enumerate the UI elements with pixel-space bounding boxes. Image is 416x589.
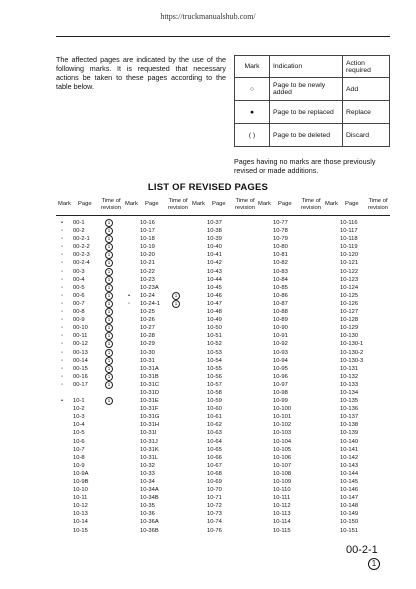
page-number: 10-13: [73, 511, 88, 518]
page-number: 10-119: [340, 244, 358, 251]
page-number: 10-6: [73, 438, 85, 445]
page-number: 10-30: [140, 349, 155, 356]
list-header-mark: Mark: [192, 201, 205, 207]
page-number: 10-8: [73, 454, 85, 461]
revision-mark: ◦: [60, 373, 64, 380]
page-number: 10-33: [140, 470, 155, 477]
page-number: 10-144: [340, 470, 359, 477]
page-number: 10-117: [340, 228, 358, 235]
page-number: 10-31: [140, 357, 155, 364]
page-number: 10-106: [273, 454, 292, 461]
page-number: 10-15: [73, 527, 88, 534]
page-number: 10-73: [207, 511, 222, 518]
list-header-revision: Time of revision: [368, 198, 388, 211]
page-number: 10-28: [140, 333, 155, 340]
page-number: 10-17: [140, 228, 155, 235]
page-number: 10-146: [340, 487, 359, 494]
page-number: 10-36B: [140, 527, 159, 534]
page-number: 10-3: [73, 414, 85, 421]
revision-mark: ◦: [60, 236, 64, 243]
revision-circle: 1: [105, 284, 113, 292]
page-number: 10-104: [273, 438, 292, 445]
page-number: 10-7: [73, 446, 85, 453]
page-number: 10-32: [140, 462, 155, 469]
page-number: 10-31I: [140, 430, 157, 437]
revision-mark: ◦: [60, 349, 64, 356]
page-number: 10-61: [207, 414, 222, 421]
list-header-page: Page: [278, 201, 292, 207]
page-number: 10-99: [273, 398, 288, 405]
page-number: 10-130-1: [340, 341, 364, 348]
page-number: 10-136: [340, 406, 359, 413]
page-number: 10-29: [140, 341, 155, 348]
page-number: 10-70: [207, 487, 222, 494]
page-number: 10-95: [273, 365, 288, 372]
page-number: 10-90: [273, 325, 288, 332]
page-number: 10-9B: [73, 479, 89, 485]
revision-mark: ◦: [60, 276, 64, 283]
page-number: 10-91: [273, 333, 288, 340]
revision-mark: ◦: [60, 357, 64, 364]
page-number: 10-84: [273, 276, 288, 283]
list-header-page: Page: [212, 201, 226, 207]
page-number: 00-16: [73, 373, 88, 380]
list-header-page: Page: [78, 201, 92, 207]
page-number: 10-142: [340, 454, 359, 461]
page-number: 10-81: [273, 252, 288, 259]
page-number: 10-85: [273, 284, 288, 291]
page-number: 10-111: [273, 495, 291, 502]
page-number: 10-31H: [140, 422, 160, 429]
page-number: 10-65: [207, 446, 222, 453]
page-number: 10-66: [207, 454, 222, 461]
mark-action: Add: [343, 78, 390, 101]
page-number: 10-46: [207, 292, 222, 299]
page-number: 00-14: [73, 357, 88, 364]
page-number: 10-51: [207, 333, 222, 340]
revision-circle: 1: [105, 268, 113, 276]
page-number: 10-43: [207, 268, 222, 275]
revision-mark: •: [60, 220, 64, 226]
page-number: 10-121: [340, 260, 359, 267]
page-number: 10-139: [340, 430, 359, 437]
page-number: 10-21: [140, 260, 155, 267]
page-number: 10-34B: [140, 495, 159, 502]
page-number: 10-150: [340, 519, 359, 526]
page-number: 10-143: [340, 462, 359, 469]
top-rule: [56, 36, 390, 37]
page-number: 10-31D: [140, 389, 160, 396]
page-number: 10-35: [140, 503, 155, 510]
marks-table-header: [235, 56, 390, 78]
revision-circle: 1: [105, 227, 113, 235]
list-header-revision: Time of revision: [301, 198, 321, 211]
revision-mark: ◦: [60, 309, 64, 316]
page-number: 10-88: [273, 309, 288, 316]
page-number: 10-24: [140, 292, 155, 299]
revision-circle: 1: [105, 397, 113, 405]
revision-circle: 1: [172, 300, 180, 308]
page-number: 00-7: [73, 300, 85, 307]
page-number: 10-20: [140, 252, 155, 259]
page-number: 10-42: [207, 260, 222, 267]
list-header-mark: Mark: [258, 201, 271, 207]
page-number: 10-31A: [140, 365, 159, 372]
page-number: 10-40: [207, 244, 222, 251]
page-number: 10-147: [340, 495, 359, 502]
page-number: 10-41: [207, 252, 222, 259]
page-number: 10-140: [340, 438, 359, 445]
revision-mark: •: [127, 292, 131, 299]
page-number: 10-108: [273, 470, 292, 477]
page-number: 10-48: [207, 309, 222, 316]
revision-mark: ◦: [60, 292, 64, 299]
footer-revision-mark: 1: [368, 558, 380, 570]
page-number: 10-89: [273, 317, 288, 324]
list-header-page: Page: [345, 201, 359, 207]
page-number: 10-58: [207, 389, 222, 396]
page-number: 10-110: [273, 487, 291, 494]
page-number: 10-5: [73, 430, 85, 437]
page-number: 10-71: [207, 495, 222, 502]
page-number: 10-112: [273, 503, 291, 510]
mark-symbol: ( ): [235, 124, 270, 147]
page-number: 10-52: [207, 341, 222, 348]
marks-note: Pages having no marks are those previously revised or made additions.: [234, 157, 376, 175]
page-number: 10-118: [340, 236, 358, 243]
revision-circle: 1: [105, 340, 113, 348]
revision-mark: ◦: [60, 325, 64, 332]
revision-circle: 1: [105, 349, 113, 357]
page-number: 10-78: [273, 228, 288, 235]
page-number: 10-36: [140, 511, 155, 518]
mark-symbol: ○: [235, 78, 270, 101]
page-number: 10-145: [340, 479, 359, 485]
mark-indication: Page to be newly added: [270, 78, 343, 101]
mark-action: Discard: [343, 124, 390, 147]
revision-number: [172, 300, 180, 309]
page-number: 10-11: [73, 495, 88, 502]
page-number: 10-68: [207, 470, 222, 477]
page-number: 10-114: [273, 519, 291, 526]
page-number: 10-132: [340, 373, 359, 380]
page-number: 10-120: [340, 252, 359, 259]
page-number: 10-9A: [73, 470, 89, 477]
page-number: 10-10: [73, 487, 88, 494]
page-number: 10-36A: [140, 519, 159, 526]
page-number: 10-22: [140, 268, 155, 275]
page-number: 10-38: [207, 228, 222, 235]
revision-circle: 1: [105, 292, 113, 300]
page-number: 10-14: [73, 519, 88, 526]
footer-page-number: 00-2-1: [346, 544, 378, 556]
page-number: 10-56: [207, 373, 222, 380]
revision-mark: ◦: [60, 268, 64, 275]
page-number: 10-27: [140, 325, 155, 332]
page-number: 10-124: [340, 284, 359, 291]
page-number: 10-122: [340, 268, 359, 275]
page-number: 00-11: [73, 333, 88, 340]
revision-circle: 1: [105, 365, 113, 373]
page-number: 10-31L: [140, 454, 159, 461]
revision-circle: 1: [105, 332, 113, 340]
page-number: 00-13: [73, 349, 88, 356]
page-number: 10-63: [207, 430, 222, 437]
revision-mark: ◦: [60, 228, 64, 235]
page-number: 10-94: [273, 357, 288, 364]
page-number: 10-93: [273, 349, 288, 356]
page-number: 10-12: [73, 503, 88, 510]
page-number: 10-49: [207, 317, 222, 324]
revision-mark: ◦: [60, 333, 64, 340]
page-number: 00-12: [73, 341, 88, 348]
revision-circle: 1: [105, 357, 113, 365]
page-number: 10-72: [207, 503, 222, 510]
intro-paragraph: The affected pages are indicated by the use of the following marks. It is requested that necessary actions be taken to these pages according to the table below.: [56, 55, 226, 91]
page-number: 10-34A: [140, 487, 159, 494]
marks-table: [234, 55, 390, 147]
page-number: 10-141: [340, 446, 359, 453]
revision-circle: 1: [105, 276, 113, 284]
page-number: 10-37: [207, 220, 222, 226]
page-number: 10-125: [340, 292, 359, 299]
page-number: 10-131: [340, 365, 359, 372]
page-number: 00-5: [73, 284, 85, 291]
mark-indication: Page to be deleted: [270, 124, 343, 147]
page-number: 10-34: [140, 479, 155, 485]
page-number: 10-4: [73, 422, 85, 429]
page-number: 10-50: [207, 325, 222, 332]
page-number: 10-79: [273, 236, 288, 243]
page-number: 00-1: [73, 220, 85, 226]
page-number: 10-109: [273, 479, 292, 485]
revision-circle: 1: [105, 235, 113, 243]
revision-mark: ◦: [60, 252, 64, 259]
page-number: 10-53: [207, 349, 222, 356]
page-number: 10-16: [140, 220, 155, 226]
revision-circle: 1: [105, 381, 113, 389]
page-number: 00-17: [73, 381, 88, 388]
revision-mark: ◦: [60, 365, 64, 372]
page-number: 10-19: [140, 244, 155, 251]
page-number: 10-113: [273, 511, 291, 518]
revision-circle: 1: [105, 219, 113, 227]
page-number: 10-77: [273, 220, 288, 226]
revision-circle: 1: [105, 300, 113, 308]
page-number: 10-62: [207, 422, 222, 429]
mark-indication: Page to be replaced: [270, 101, 343, 124]
page-number: 10-31J: [140, 438, 158, 445]
page-number: 10-87: [273, 300, 288, 307]
page-number: 10-25: [140, 309, 155, 316]
list-header-page: Page: [145, 201, 159, 207]
page-number: 10-100: [273, 406, 292, 413]
marks-header-indication: Indication: [270, 56, 343, 78]
marks-table-row: [235, 78, 390, 101]
page-number: 10-24-1: [140, 300, 160, 307]
revision-circle: 1: [105, 259, 113, 267]
page-number: 00-2-4: [73, 260, 90, 267]
page-number: 10-18: [140, 236, 155, 243]
page-number: 10-60: [207, 406, 222, 413]
page-number: 10-64: [207, 438, 222, 445]
page-number: 10-31E: [140, 398, 159, 405]
list-header-mark: Mark: [125, 201, 138, 207]
page-number: 00-9: [73, 317, 85, 324]
page-number: 00-2-3: [73, 252, 90, 259]
source-url: https://truckmanualshub.com/: [160, 12, 256, 21]
page-number: 00-4: [73, 276, 85, 283]
page-number: 10-123: [340, 276, 359, 283]
page-number: 00-3: [73, 268, 85, 275]
page-number: 10-9: [73, 462, 85, 469]
page-number: 10-31K: [140, 446, 159, 453]
page-number: 00-2: [73, 228, 85, 235]
revision-circle: 1: [105, 243, 113, 251]
page-number: 10-1: [73, 398, 85, 405]
revision-mark: ◦: [60, 260, 64, 267]
mark-symbol: ●: [235, 101, 270, 124]
page-number: 10-127: [340, 309, 359, 316]
list-header-revision: Time of revision: [101, 198, 121, 211]
list-title: LIST OF REVISED PAGES: [147, 182, 269, 193]
page-number: 10-83: [273, 268, 288, 275]
page-number: 10-26: [140, 317, 155, 324]
revision-circle: 1: [105, 373, 113, 381]
page-number: 10-74: [207, 519, 222, 526]
page-number: 10-129: [340, 325, 359, 332]
revision-circle: 1: [105, 308, 113, 316]
list-header-row: [56, 197, 390, 216]
page-number: 10-115: [273, 527, 291, 534]
page-number: 00-2-1: [73, 236, 90, 243]
page-number: 10-55: [207, 365, 222, 372]
marks-table-row: [235, 101, 390, 124]
revision-circle: 1: [172, 292, 180, 300]
page-number: 10-134: [340, 389, 359, 396]
revision-mark: ◦: [60, 381, 64, 388]
page-number: 10-57: [207, 381, 222, 388]
marks-header-action: Action required: [343, 56, 390, 78]
page-number: 10-97: [273, 381, 288, 388]
page-number: 10-105: [273, 446, 292, 453]
list-header-revision: Time of revision: [235, 198, 255, 211]
page-number: 10-130-3: [340, 357, 364, 364]
revision-number: [105, 381, 113, 390]
page-number: 10-138: [340, 422, 359, 429]
page-number: 10-130: [340, 333, 359, 340]
page-number: 10-82: [273, 260, 288, 267]
list-header-mark: Mark: [325, 201, 338, 207]
page-number: 10-69: [207, 479, 222, 485]
revision-number: [105, 397, 113, 406]
revision-mark: ◦: [60, 317, 64, 324]
page-number: 10-135: [340, 398, 359, 405]
page-number: 10-148: [340, 503, 359, 510]
revision-mark: ◦: [60, 284, 64, 291]
page-number: 10-128: [340, 317, 359, 324]
page-number: 10-2: [73, 406, 85, 413]
mark-action: Replace: [343, 101, 390, 124]
page-number: 10-116: [340, 220, 358, 226]
page-number: 10-86: [273, 292, 288, 299]
page-number: 10-54: [207, 357, 222, 364]
page-number: 10-23A: [140, 284, 159, 291]
revision-circle: 1: [105, 316, 113, 324]
page-number: 10-31C: [140, 381, 160, 388]
page-number: 10-31B: [140, 373, 159, 380]
page-number: 00-10: [73, 325, 88, 332]
page-number: 10-101: [273, 414, 292, 421]
page-number: 00-8: [73, 309, 85, 316]
page-number: 10-126: [340, 300, 359, 307]
page-number: 10-130-2: [340, 349, 364, 356]
marks-header-mark: Mark: [235, 56, 270, 78]
revision-mark: ◦: [60, 341, 64, 348]
page-number: 00-6: [73, 292, 85, 299]
revision-mark: ◦: [127, 300, 131, 307]
page-number: 10-44: [207, 276, 222, 283]
revision-mark: ◦: [60, 244, 64, 251]
page-number: 10-107: [273, 462, 292, 469]
revision-circle: 1: [105, 324, 113, 332]
list-header-revision: Time of revision: [168, 198, 188, 211]
page-number: 10-103: [273, 430, 292, 437]
page-number: 10-149: [340, 511, 359, 518]
page-number: 10-45: [207, 284, 222, 291]
page-number: 10-151: [340, 527, 359, 534]
page-number: 00-15: [73, 365, 88, 372]
revision-circle: 1: [105, 251, 113, 259]
revision-mark: •: [60, 398, 64, 405]
page-number: 10-47: [207, 300, 222, 307]
page-number: 10-96: [273, 373, 288, 380]
page-number: 10-80: [273, 244, 288, 251]
page-number: 10-76: [207, 527, 222, 534]
page-number: 10-59: [207, 398, 222, 405]
page-number: 10-92: [273, 341, 288, 348]
page-number: 10-31F: [140, 406, 159, 413]
page-number: 10-23: [140, 276, 155, 283]
page-number: 10-98: [273, 389, 288, 396]
page-number: 10-31G: [140, 414, 160, 421]
page-number: 00-2-2: [73, 244, 90, 251]
marks-table-row: [235, 124, 390, 147]
page-number: 10-102: [273, 422, 292, 429]
revision-mark: ◦: [60, 300, 64, 307]
page-number: 10-39: [207, 236, 222, 243]
list-header-mark: Mark: [58, 201, 71, 207]
page-number: 10-137: [340, 414, 359, 421]
page-number: 10-133: [340, 381, 359, 388]
page-number: 10-67: [207, 462, 222, 469]
